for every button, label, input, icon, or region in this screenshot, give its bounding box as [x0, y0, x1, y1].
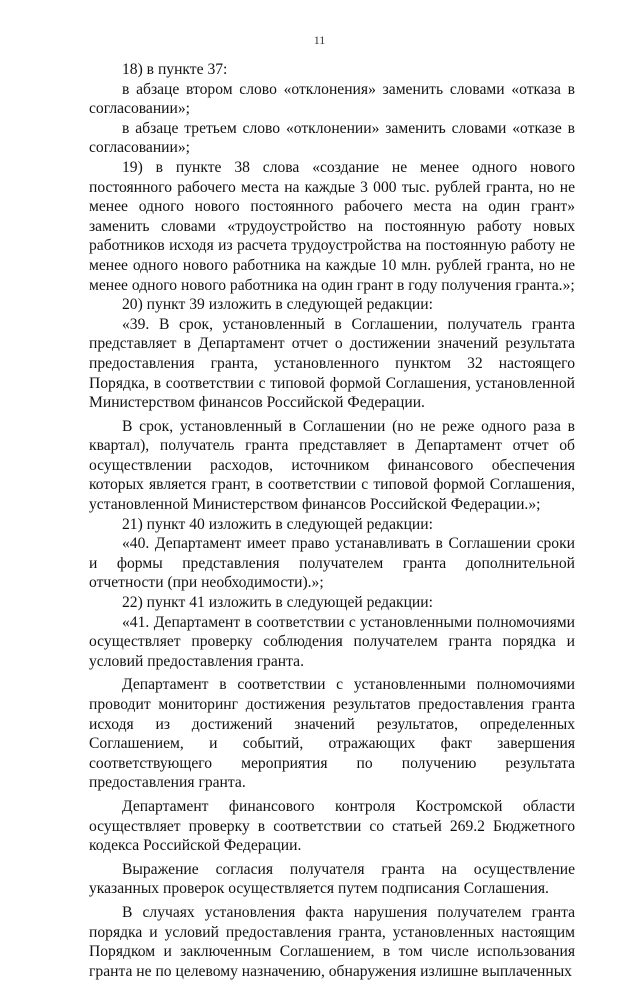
paragraph: 21) пункт 40 изложить в следующей редакции: — [122, 515, 433, 533]
paragraph: Департамент в соответствии с установленными полномочиями проводит мониторинг достижения результатов предоставления гранта исходя из достижений значений результатов, определенных Соглашением, и событий, отражающих факт завершения соответствующего мероприятия по получению результата предоставления гранта. — [89, 676, 575, 792]
paragraph: Выражение согласия получателя гранта на осуществление указанных проверок осуществляется путем подписания Соглашения. — [89, 860, 575, 898]
paragraph: 22) пункт 41 изложить в следующей редакции: — [122, 594, 433, 612]
document-body — [89, 60, 575, 981]
paragraph: «40. Департамент имеет право устанавливать в Соглашении сроки и формы представления получателем гранта дополнительной отчетности (при необходимости).»; — [89, 535, 575, 592]
paragraph: В срок, установленный в Соглашении (но не реже одного раза в квартал), получатель гранта представляет в Департамент отчет об осуществлении расходов, источником финансового обеспечения которых является грант, в соответствии с типовой формой Соглашения, установленной Министерством финансов Российской Федерации.»; — [89, 417, 575, 514]
paragraph: «41. Департамент в соответствии с установленными полномочиями осуществляет проверку соблюдения получателем гранта порядка и условий предоставления гранта. — [89, 613, 575, 670]
paragraph: 18) в пункте 37: — [122, 61, 228, 78]
paragraph: «39. В срок, установленный в Соглашении, получатель гранта представляет в Департамент отчет о достижении значений результата предоставления гранта, установленного пунктом 32 настоящего Порядка, в соответствии с типовой формой Соглашения, установленной Министерством финансов Российской Федерации. — [89, 315, 575, 412]
paragraph: Департамент финансового контроля Костромской области осуществляет проверку в соответствии со статьей 269.2 Бюджетного кодекса Российской Федерации. — [89, 797, 575, 855]
page-number: 11 — [313, 33, 326, 47]
paragraph: В случаях установления факта нарушения получателем гранта порядка и условий предоставления гранта, установленных настоящим Порядком и заключенным Соглашением, в том числе использования гранта не по целевому назначению, обнаружения излишне выплаченных — [89, 903, 575, 980]
paragraph: в абзаце втором слово «отклонения» заменить словами «отказа в согласовании»; — [89, 80, 575, 118]
paragraph: 20) пункт 39 изложить в следующей редакции: — [122, 296, 433, 314]
paragraph: в абзаце третьем слово «отклонении» заменить словами «отказе в согласовании»; — [89, 119, 575, 157]
paragraph: 19) в пункте 38 слова «создание не менее одного нового постоянного рабочего места на каждые 3 000 тыс. рублей гранта, но не менее одного нового постоянного рабочего места на один грант» заменить словами «трудоустройство на постоянную работу новых работников исходя из расчета трудоустройства на постоянную работу не менее одного нового работника на каждые 10 млн. рублей гранта, но не менее одного нового работника на один грант в году получения гранта.»; — [89, 158, 575, 294]
